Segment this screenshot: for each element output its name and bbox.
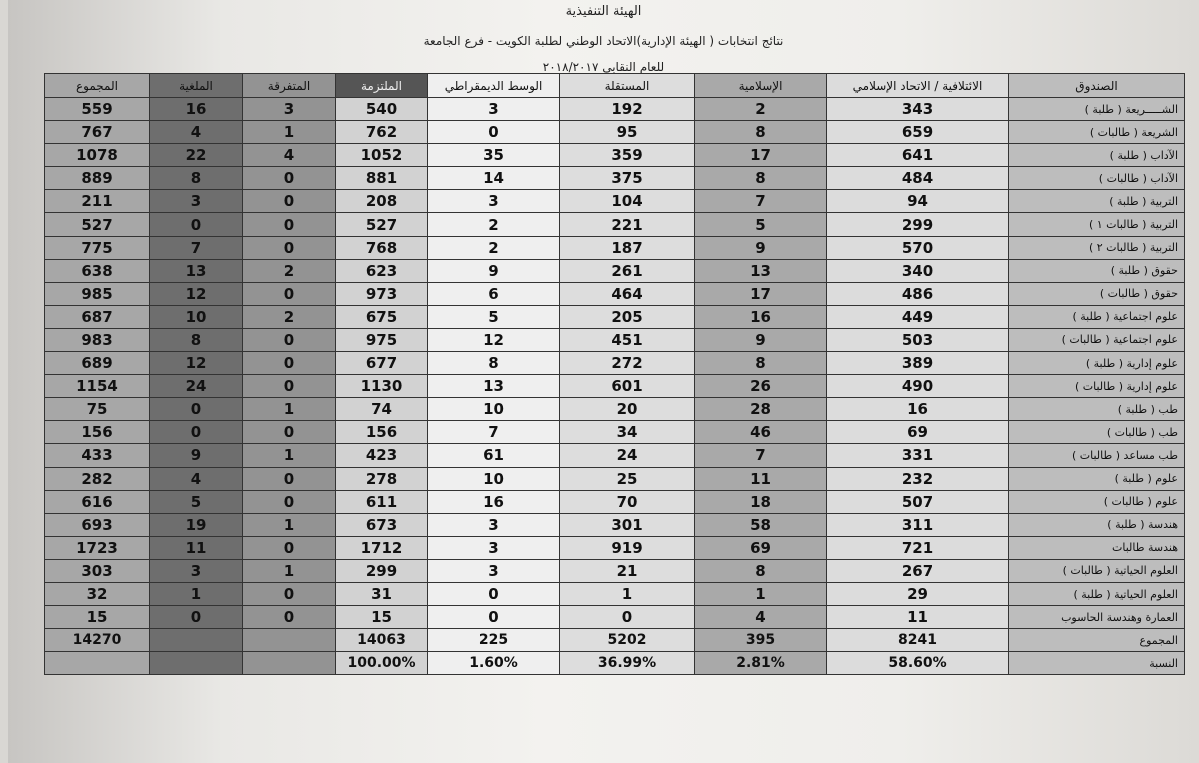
cell-dispersed: 1 <box>243 559 336 582</box>
document-title: نتائج انتخابات ( الهيئة الإدارية)الاتحاد الوطني لطلبة الكويت - فرع الجامعة <box>423 34 784 48</box>
cell-itilafia: 16 <box>827 398 1009 421</box>
cell-total: 1723 <box>45 536 150 559</box>
table-row <box>45 213 1185 236</box>
cell-box: التربية ( طالبات ٢ ) <box>1009 236 1185 259</box>
cell-committed: 623 <box>336 259 428 282</box>
cell-cancelled: 3 <box>150 190 243 213</box>
cell-wasat: 3 <box>428 190 560 213</box>
cell-itilafia: 570 <box>827 236 1009 259</box>
cell-islamia: 16 <box>695 305 827 328</box>
cell-mustaqila: 919 <box>560 536 695 559</box>
cell-committed: 208 <box>336 190 428 213</box>
cell-islamia: 1 <box>695 582 827 605</box>
col-header-box: الصندوق <box>1009 74 1185 98</box>
cell-itilafia: 503 <box>827 328 1009 351</box>
col-header-itilafia: الائتلافية / الاتحاد الإسلامي <box>827 74 1009 98</box>
cell-islamia: 395 <box>695 629 827 652</box>
cell-wasat: 35 <box>428 144 560 167</box>
cell-cancelled <box>150 629 243 652</box>
cell-wasat: 61 <box>428 444 560 467</box>
cell-islamia: 58 <box>695 513 827 536</box>
cell-committed: 762 <box>336 121 428 144</box>
cell-dispersed: 0 <box>243 213 336 236</box>
cell-dispersed: 0 <box>243 375 336 398</box>
cell-dispersed: 0 <box>243 490 336 513</box>
cell-wasat: 7 <box>428 421 560 444</box>
cell-dispersed: 0 <box>243 328 336 351</box>
cell-wasat: 3 <box>428 536 560 559</box>
cell-dispersed: 1 <box>243 121 336 144</box>
cell-cancelled: 12 <box>150 352 243 375</box>
cell-mustaqila: 187 <box>560 236 695 259</box>
cell-itilafia: 311 <box>827 513 1009 536</box>
table-row <box>45 606 1185 629</box>
cell-total: 689 <box>45 352 150 375</box>
cell-committed: 278 <box>336 467 428 490</box>
cell-total: 559 <box>45 98 150 121</box>
cell-cancelled: 0 <box>150 213 243 236</box>
cell-committed: 881 <box>336 167 428 190</box>
cell-itilafia: 659 <box>827 121 1009 144</box>
cell-wasat: 3 <box>428 98 560 121</box>
cell-islamia: 8 <box>695 559 827 582</box>
cell-itilafia: 486 <box>827 282 1009 305</box>
cell-committed: 527 <box>336 213 428 236</box>
cell-committed: 14063 <box>336 629 428 652</box>
cell-wasat: 12 <box>428 328 560 351</box>
cell-itilafia: 641 <box>827 144 1009 167</box>
cell-itilafia: 69 <box>827 421 1009 444</box>
cell-cancelled: 16 <box>150 98 243 121</box>
cell-islamia: 46 <box>695 421 827 444</box>
cell-mustaqila: 451 <box>560 328 695 351</box>
cell-islamia: 8 <box>695 121 827 144</box>
cell-mustaqila: 601 <box>560 375 695 398</box>
cell-mustaqila: 70 <box>560 490 695 513</box>
table-row <box>45 467 1185 490</box>
cell-committed: 1052 <box>336 144 428 167</box>
table-body <box>45 98 1185 675</box>
cell-islamia: 17 <box>695 282 827 305</box>
header-row <box>45 74 1185 98</box>
cell-dispersed: 0 <box>243 536 336 559</box>
table-row <box>45 352 1185 375</box>
cell-committed: 299 <box>336 559 428 582</box>
col-header-islamia: الإسلامية <box>695 74 827 98</box>
cell-islamia: 2.81% <box>695 652 827 675</box>
cell-box: الشـــــريعة ( طلبة ) <box>1009 98 1185 121</box>
cell-dispersed: 1 <box>243 513 336 536</box>
cell-box: الشريعة ( طالبات ) <box>1009 121 1185 144</box>
cell-wasat: 5 <box>428 305 560 328</box>
cell-islamia: 7 <box>695 444 827 467</box>
cell-total: 1154 <box>45 375 150 398</box>
cell-mustaqila: 5202 <box>560 629 695 652</box>
cell-total: 1078 <box>45 144 150 167</box>
cell-dispersed: 0 <box>243 236 336 259</box>
summary-row <box>45 652 1185 675</box>
col-header-mustaqila: المستقلة <box>560 74 695 98</box>
cell-wasat: 0 <box>428 582 560 605</box>
cell-mustaqila: 25 <box>560 467 695 490</box>
cell-dispersed: 0 <box>243 606 336 629</box>
cell-total: 767 <box>45 121 150 144</box>
table-row <box>45 167 1185 190</box>
cell-mustaqila: 205 <box>560 305 695 328</box>
cell-total <box>45 652 150 675</box>
cell-committed: 1130 <box>336 375 428 398</box>
cell-cancelled: 0 <box>150 606 243 629</box>
cell-itilafia: 449 <box>827 305 1009 328</box>
cell-committed: 675 <box>336 305 428 328</box>
cell-itilafia: 507 <box>827 490 1009 513</box>
cell-dispersed: 0 <box>243 352 336 375</box>
cell-wasat: 13 <box>428 375 560 398</box>
cell-itilafia: 58.60% <box>827 652 1009 675</box>
table-row <box>45 513 1185 536</box>
cell-islamia: 8 <box>695 167 827 190</box>
cell-itilafia: 343 <box>827 98 1009 121</box>
cell-islamia: 2 <box>695 98 827 121</box>
cell-cancelled: 4 <box>150 121 243 144</box>
cell-box: علوم اجتماعية ( طلبة ) <box>1009 305 1185 328</box>
cell-cancelled: 12 <box>150 282 243 305</box>
cell-box: حقوق ( طالبات ) <box>1009 282 1185 305</box>
summary-row <box>45 629 1185 652</box>
cell-box: التربية ( طالبات ١ ) <box>1009 213 1185 236</box>
cell-box: طب مساعد ( طالبات ) <box>1009 444 1185 467</box>
table-row <box>45 559 1185 582</box>
cell-cancelled: 0 <box>150 421 243 444</box>
cell-box: هندسة طالبات <box>1009 536 1185 559</box>
table-row <box>45 282 1185 305</box>
cell-cancelled: 9 <box>150 444 243 467</box>
cell-total: 211 <box>45 190 150 213</box>
cell-box: الآداب ( طلبة ) <box>1009 144 1185 167</box>
cell-box: المجموع <box>1009 629 1185 652</box>
cell-total: 282 <box>45 467 150 490</box>
cell-itilafia: 267 <box>827 559 1009 582</box>
cell-cancelled: 1 <box>150 582 243 605</box>
cell-dispersed: 0 <box>243 582 336 605</box>
cell-islamia: 69 <box>695 536 827 559</box>
cell-itilafia: 490 <box>827 375 1009 398</box>
cell-committed: 1712 <box>336 536 428 559</box>
cell-box: علوم ( طلبة ) <box>1009 467 1185 490</box>
cell-itilafia: 11 <box>827 606 1009 629</box>
cell-mustaqila: 261 <box>560 259 695 282</box>
cell-itilafia: 299 <box>827 213 1009 236</box>
cell-dispersed: 0 <box>243 467 336 490</box>
cell-total: 983 <box>45 328 150 351</box>
cell-mustaqila: 104 <box>560 190 695 213</box>
cell-cancelled: 10 <box>150 305 243 328</box>
table-row <box>45 236 1185 259</box>
cell-mustaqila: 21 <box>560 559 695 582</box>
cell-committed: 540 <box>336 98 428 121</box>
cell-committed: 611 <box>336 490 428 513</box>
cell-box: علوم اجتماعية ( طالبات ) <box>1009 328 1185 351</box>
cell-cancelled: 24 <box>150 375 243 398</box>
cell-total: 15 <box>45 606 150 629</box>
cell-box: علوم إدارية ( طالبات ) <box>1009 375 1185 398</box>
table-row <box>45 398 1185 421</box>
cell-dispersed <box>243 652 336 675</box>
cell-box: علوم إدارية ( طلبة ) <box>1009 352 1185 375</box>
cell-committed: 100.00% <box>336 652 428 675</box>
cell-islamia: 4 <box>695 606 827 629</box>
cell-islamia: 8 <box>695 352 827 375</box>
cell-box: التربية ( طلبة ) <box>1009 190 1185 213</box>
cell-wasat: 10 <box>428 467 560 490</box>
cell-dispersed: 1 <box>243 444 336 467</box>
cell-itilafia: 721 <box>827 536 1009 559</box>
cell-islamia: 28 <box>695 398 827 421</box>
table-row <box>45 490 1185 513</box>
cell-committed: 15 <box>336 606 428 629</box>
table-row <box>45 121 1185 144</box>
cell-cancelled: 19 <box>150 513 243 536</box>
cell-mustaqila: 0 <box>560 606 695 629</box>
cell-wasat: 0 <box>428 606 560 629</box>
cell-total: 616 <box>45 490 150 513</box>
cell-box: علوم ( طالبات ) <box>1009 490 1185 513</box>
cell-box: العلوم الحياتية ( طلبة ) <box>1009 582 1185 605</box>
cell-box: طب ( طلبة ) <box>1009 398 1185 421</box>
cell-committed: 973 <box>336 282 428 305</box>
cell-mustaqila: 375 <box>560 167 695 190</box>
cell-itilafia: 8241 <box>827 629 1009 652</box>
cell-dispersed: 0 <box>243 190 336 213</box>
cell-dispersed: 0 <box>243 421 336 444</box>
cell-committed: 768 <box>336 236 428 259</box>
table-row <box>45 444 1185 467</box>
cell-dispersed: 3 <box>243 98 336 121</box>
cell-box: هندسة ( طلبة ) <box>1009 513 1185 536</box>
cell-cancelled: 13 <box>150 259 243 282</box>
cell-committed: 156 <box>336 421 428 444</box>
cell-total: 527 <box>45 213 150 236</box>
cell-islamia: 9 <box>695 328 827 351</box>
cell-wasat: 8 <box>428 352 560 375</box>
cell-wasat: 9 <box>428 259 560 282</box>
cell-total: 75 <box>45 398 150 421</box>
cell-dispersed: 2 <box>243 305 336 328</box>
cell-total: 433 <box>45 444 150 467</box>
cell-dispersed: 4 <box>243 144 336 167</box>
cell-dispersed: 0 <box>243 167 336 190</box>
cell-wasat: 3 <box>428 559 560 582</box>
cell-mustaqila: 36.99% <box>560 652 695 675</box>
cell-islamia: 26 <box>695 375 827 398</box>
cell-itilafia: 29 <box>827 582 1009 605</box>
cell-total: 32 <box>45 582 150 605</box>
col-header-cancelled: الملغية <box>150 74 243 98</box>
cell-total: 693 <box>45 513 150 536</box>
cell-box: العمارة وهندسة الحاسوب <box>1009 606 1185 629</box>
cell-total: 687 <box>45 305 150 328</box>
academic-year: للعام النقابي ٢٠١٨/٢٠١٧ <box>542 60 665 74</box>
cell-cancelled: 3 <box>150 559 243 582</box>
cell-wasat: 6 <box>428 282 560 305</box>
cell-total: 303 <box>45 559 150 582</box>
cell-dispersed: 0 <box>243 282 336 305</box>
cell-total: 14270 <box>45 629 150 652</box>
table-row <box>45 305 1185 328</box>
cell-islamia: 7 <box>695 190 827 213</box>
cell-committed: 975 <box>336 328 428 351</box>
cell-islamia: 5 <box>695 213 827 236</box>
cell-dispersed: 1 <box>243 398 336 421</box>
cell-mustaqila: 20 <box>560 398 695 421</box>
cell-box: حقوق ( طلبة ) <box>1009 259 1185 282</box>
table-row <box>45 259 1185 282</box>
cell-cancelled: 8 <box>150 328 243 351</box>
cell-cancelled: 5 <box>150 490 243 513</box>
col-header-total: المجموع <box>45 74 150 98</box>
cell-total: 638 <box>45 259 150 282</box>
table-row <box>45 328 1185 351</box>
cell-mustaqila: 301 <box>560 513 695 536</box>
cell-cancelled: 4 <box>150 467 243 490</box>
cell-islamia: 13 <box>695 259 827 282</box>
cell-itilafia: 484 <box>827 167 1009 190</box>
cell-mustaqila: 272 <box>560 352 695 375</box>
cell-total: 985 <box>45 282 150 305</box>
cell-mustaqila: 34 <box>560 421 695 444</box>
cell-itilafia: 340 <box>827 259 1009 282</box>
cell-committed: 423 <box>336 444 428 467</box>
table-row <box>45 375 1185 398</box>
table-row <box>45 536 1185 559</box>
cell-wasat: 3 <box>428 513 560 536</box>
col-header-dispersed: المتفرقة <box>243 74 336 98</box>
cell-committed: 677 <box>336 352 428 375</box>
cell-itilafia: 232 <box>827 467 1009 490</box>
cell-mustaqila: 24 <box>560 444 695 467</box>
cell-islamia: 17 <box>695 144 827 167</box>
table-row <box>45 144 1185 167</box>
cell-mustaqila: 464 <box>560 282 695 305</box>
cell-mustaqila: 221 <box>560 213 695 236</box>
results-table <box>44 73 1185 675</box>
cell-committed: 74 <box>336 398 428 421</box>
cell-box: طب ( طالبات ) <box>1009 421 1185 444</box>
cell-wasat: 0 <box>428 121 560 144</box>
cell-total: 156 <box>45 421 150 444</box>
cell-box: الآداب ( طالبات ) <box>1009 167 1185 190</box>
cell-dispersed: 2 <box>243 259 336 282</box>
cell-mustaqila: 192 <box>560 98 695 121</box>
cell-wasat: 2 <box>428 236 560 259</box>
cell-wasat: 16 <box>428 490 560 513</box>
cell-islamia: 9 <box>695 236 827 259</box>
cell-total: 889 <box>45 167 150 190</box>
cell-mustaqila: 1 <box>560 582 695 605</box>
cell-cancelled: 7 <box>150 236 243 259</box>
cell-box: النسبة <box>1009 652 1185 675</box>
cell-mustaqila: 95 <box>560 121 695 144</box>
cell-cancelled: 8 <box>150 167 243 190</box>
cell-itilafia: 389 <box>827 352 1009 375</box>
cell-islamia: 11 <box>695 467 827 490</box>
table-row <box>45 190 1185 213</box>
cell-wasat: 1.60% <box>428 652 560 675</box>
cell-wasat: 14 <box>428 167 560 190</box>
table-row <box>45 421 1185 444</box>
cell-itilafia: 331 <box>827 444 1009 467</box>
cell-islamia: 18 <box>695 490 827 513</box>
paper-sheet <box>8 0 1199 763</box>
cell-committed: 31 <box>336 582 428 605</box>
cell-wasat: 2 <box>428 213 560 236</box>
cell-dispersed <box>243 629 336 652</box>
cell-cancelled: 0 <box>150 398 243 421</box>
table-row <box>45 98 1185 121</box>
table-row <box>45 582 1185 605</box>
cell-cancelled: 11 <box>150 536 243 559</box>
authority-title: الهيئة التنفيذية <box>565 4 642 19</box>
cell-box: العلوم الحياتية ( طالبات ) <box>1009 559 1185 582</box>
cell-total: 775 <box>45 236 150 259</box>
cell-mustaqila: 359 <box>560 144 695 167</box>
col-header-committed: الملتزمة <box>336 74 428 98</box>
cell-committed: 673 <box>336 513 428 536</box>
col-header-wasat: الوسط الديمقراطي <box>428 74 560 98</box>
cell-itilafia: 94 <box>827 190 1009 213</box>
cell-cancelled <box>150 652 243 675</box>
cell-wasat: 225 <box>428 629 560 652</box>
cell-wasat: 10 <box>428 398 560 421</box>
cell-cancelled: 22 <box>150 144 243 167</box>
